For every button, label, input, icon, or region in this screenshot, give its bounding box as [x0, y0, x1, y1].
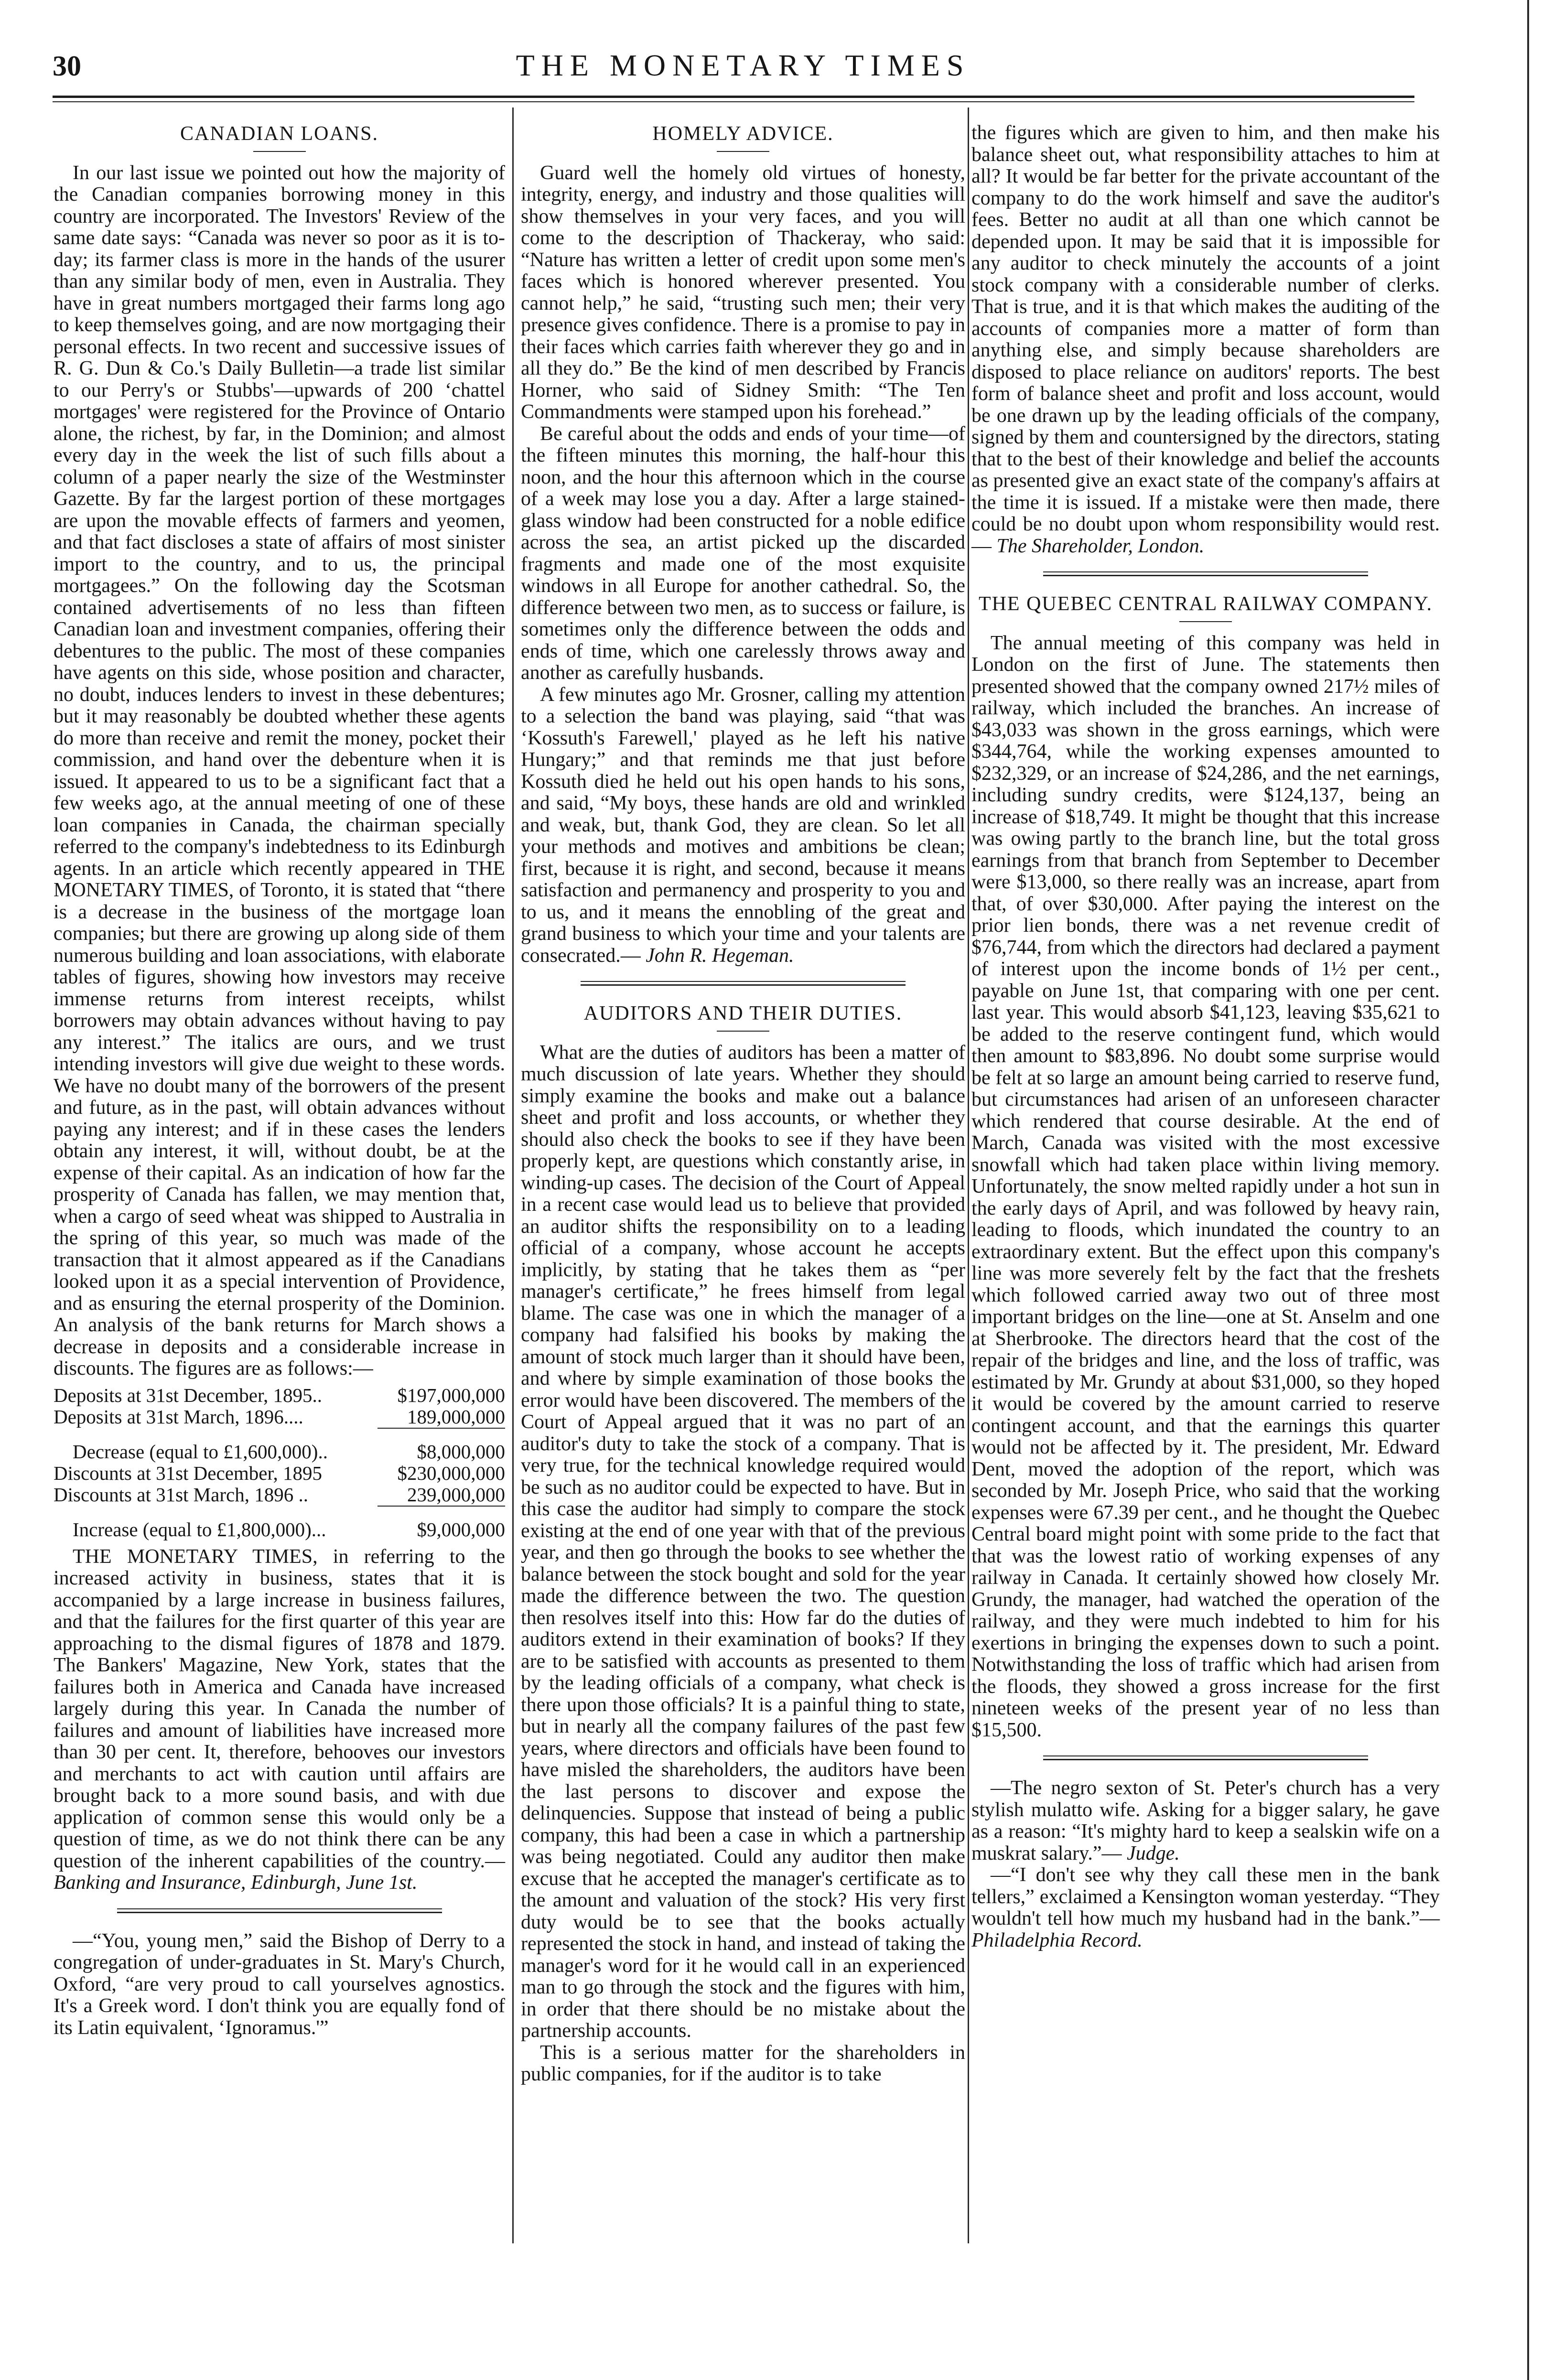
heading-rule [253, 151, 306, 152]
figure-label: Decrease (equal to £1,600,000).. [73, 1440, 328, 1463]
section-separator [1043, 571, 1368, 576]
page-edge-line [1527, 0, 1529, 2380]
table-row [54, 1519, 505, 1540]
article-body-failures: THE MONETARY TIMES, in referring to the increased activity in business, states that it is accompanied by a large increase in business failures, and that the failures for the first quarter of this year are approaching to the dismal figures of 1878 and 1879. The Bankers' Magazine, New York, states that the failures both in America and Canada have increased largely during this year. In Canada the number of failures and amount of liabilities have increased more than 30 per cent. It, therefore, behooves our investors and merchants to act with caution until affairs are brought back to a more sound basis, and with due application of common sense this would only be a question of time, as we do not think there can be any question of the inherent capabilities of the country.— [54, 1545, 505, 1872]
table-row [54, 1484, 505, 1506]
article-source: The Shareholder, London. [996, 535, 1205, 557]
bank-returns-table [54, 1385, 505, 1540]
item-source: Philadelphia Record. [971, 1929, 1143, 1951]
table-spacer [54, 1428, 505, 1441]
item-bank-tellers [971, 1864, 1440, 1951]
header-rule-thin [53, 101, 1414, 102]
item-negro-sexton [971, 1777, 1440, 1864]
figure-label: Deposits at 31st December, 1895.. [54, 1384, 322, 1406]
article-heading-canadian-loans: CANADIAN LOANS. [180, 123, 378, 145]
figure-label: Discounts at 31st December, 1895 [54, 1462, 322, 1484]
homely-advice-paragraph: Guard well the homely old virtues of honesty, integrity, energy, and industry and those qualities will show themselves in your very faces, and you will come to the description of Thackeray, who said: “Nature has written a letter of credit upon some men's faces which is honored wherever presented. You cannot help,” he said, “trusting such men; their very presence gives confidence. There is a promise to pay in their faces which carries faith wherever they go and in all they do.” Be the kind of men described by Francis Horner, who said of Sidney Smith: “The Ten Commandments were stamped upon his forehead.” [521, 162, 965, 423]
table-row [54, 1406, 505, 1428]
article-heading-homely-advice: HOMELY ADVICE. [652, 123, 834, 145]
column-divider-1 [512, 108, 514, 2243]
article-source: Banking and Insurance, Edinburgh, June 1st. [54, 1872, 418, 1894]
figure-value: $197,000,000 [397, 1384, 505, 1406]
newspaper-title: THE MONETARY TIMES [516, 48, 971, 82]
figure-value: $8,000,000 [417, 1440, 505, 1463]
homely-advice-paragraph: A few minutes ago Mr. Grosner, calling my attention to a selection the band was playing, said “that was ‘Kossuth's Farewell,' played as he left his native Hungary;” and that reminds me that just before Kossuth died he held out his open hands to his sons, and said, “My boys, these hands are old and wrinkled and weak, but, thank God, they are clean. So let all your methods and motives and ambitions be clean; first, because it is right, and second, because it means satisfaction and permanency and prosperity to you and to us, and it means the ennobling of the great and grand business to which your time and your talents are consecrated.— [521, 683, 965, 967]
auditors-paragraph: What are the duties of auditors has been a matter of much discussion of late years. Whether they should simply examine the books and make out a balance sheet and profit and loss accounts, or whether they should also check the books to see if they have been properly kept, are questions which constantly arise, in winding-up cases. The decision of the Court of Appeal in a recent case would lead us to believe that provided an auditor shifts the responsibility on to a leading official of a company, whose account he accepts implicitly, by stating that he takes them as “per manager's certificate,” he frees himself from legal blame. The case was one in which the manager of a company had falsified his books by making the amount of stock much larger than it should have been, and where by simple examination of those books the error would have been discovered. The members of the Court of Appeal argued that it was no part of an auditor's duty to take the stock of a company. That is very true, for the technical knowledge required would be such as no auditor could be expected to have. But in this case the auditor had simply to compare the stock existing at the end of one year with that of the previous year, and then go through the books to see whether the balance between the stock bought and sold for the year made the difference between the two. The question then resolves itself into this: How far do the duties of auditors extend in their examination of books? If they are to be satisfied with accounts as presented to them by the leading officials of a company, what check is there upon those officials? It is a painful thing to state, but in nearly all the company failures of the past few years, where directors and officials have been found to have misled the shareholders, the auditors have been the last persons to discover and expose the delinquencies. Suppose that instead of being a public company, this had been a case in which a partnership was being negotiated. Could any auditor then make excuse that he accepted the manager's certificate as to the amount and valuation of the stock? His very first duty would be to see that the books actually represented the stock in hand, and instead of taking the manager's word for it he would call in an experienced man to go through the stock and the figures with him, in order that there should be no mistake about the partnership accounts. [521, 1041, 965, 2042]
figure-label: Discounts at 31st March, 1896 .. [54, 1484, 308, 1506]
article-heading-auditors: AUDITORS AND THEIR DUTIES. [583, 1002, 903, 1024]
section-separator [1043, 1755, 1368, 1760]
figure-label: Deposits at 31st March, 1896.... [54, 1406, 303, 1428]
table-spacer [54, 1506, 505, 1519]
heading-rule [1179, 621, 1232, 622]
figure-label: Increase (equal to £1,800,000)... [73, 1518, 326, 1540]
column-3 [971, 122, 1440, 1951]
item-body: —“I don't see why they call these men in the bank tellers,” exclaimed a Kensington woman yesterday. “They wouldn't tell how much my husband had in the bank.”— [971, 1864, 1440, 1929]
table-row [54, 1385, 505, 1406]
homely-advice-paragraph: Be careful about the odds and ends of your time—of the fifteen minutes this morning, the half-hour this noon, and the hour this afternoon which in the course of a week may lose you a day. After a large stained-glass window had been constructed for a noble edifice across the sea, an artist picked up the discarded fragments and made one of the most exquisite windows in all Europe for another cathedral. So, the difference between two men, as to success or failure, is sometimes only the difference between the odds and ends of time, which one carelessly throws away and another as carefully husbands. [521, 422, 965, 684]
column-2 [521, 119, 965, 2086]
page-number: 30 [53, 50, 81, 82]
heading-rule [717, 1031, 769, 1032]
figure-value: 239,000,000 [377, 1484, 505, 1506]
column-divider-2 [968, 108, 969, 2243]
masthead-bar [48, 50, 1438, 93]
item-body: —The negro sexton of St. Peter's church has a very stylish mulatto wife. Asking for a bigger salary, he gave as a reason: “It's mighty hard to keep a sealskin wife on a muskrat salary.”— [971, 1777, 1440, 1864]
article-signature: John R. Hegeman. [646, 944, 794, 967]
quebec-central-body: The annual meeting of this company was held in London on the first of June. The statements then presented showed that the company owned 217½ miles of railway, which included the branches. An increase of $43,033 was shown in the gross earnings, which were $344,764, while the working expenses amounted to $232,329, or an increase of $24,286, and the net earnings, including sundry credits, were $124,137, being an increase of $18,749. It might be thought that this increase was owing partly to the branch line, but the total gross earnings from that branch from September to December were $13,000, so there really was an increase, apart from that, of over $30,000. After paying the interest on the prior lien bonds, there was a net revenue credit of $76,744, from which the directors had declared a payment of interest upon the income bonds of 1½ per cent., payable on June 1st, that comparing with one per cent. last year. This would absorb $41,123, leaving $35,621 to be added to the reserve contingent fund, which would then amount to $83,896. No doubt some surprise would be felt at so large an amount being carried to reserve fund, but circumstances had arisen of an unforeseen character which rendered that course desirable. At the end of March, Canada was visited with the most excessive snowfall which had taken place within living memory. Unfortunately, the snow melted rapidly under a hot sun in the early days of April, and was followed by heavy rain, leading to floods, which inundated the country to an extraordinary extent. But the effect upon this company's line was more severely felt by the fact that the freshets which followed carried away two out of three most important bridges on the line—one at St. Anselm and one at Sherbrooke. The directors heard that the cost of the repair of the bridges and line, and the loss of traffic, was estimated by Mr. Grundy at about $31,000, so they hoped it would be covered by the amount carried to reserve contingent account, and that the earnings this quarter would not be affected by it. The president, Mr. Edward Dent, moved the adoption of the report, which was seconded by Mr. Joseph Price, who said that the working expenses were 67.39 per cent., and he thought the Quebec Central board might point with some pride to the fact that that was the lowest ratio of working expenses of any railway in Canada. It certainly showed how closely Mr. Grundy, the manager, had watched the operation of the railway, and they were much indebted to him for his exertions in bringing the expenses down to such a point. Notwithstanding the loss of traffic which had arisen from the floods, they showed a gross increase for the first nineteen weeks of the present year of no less than $15,500. [971, 632, 1440, 1741]
article-heading-quebec-central: THE QUEBEC CENTRAL RAILWAY COMPANY. [978, 593, 1433, 615]
article-body-continued [54, 1546, 505, 1894]
table-row [54, 1463, 505, 1484]
homely-advice-paragraph-final [521, 684, 965, 967]
table-row [54, 1441, 505, 1463]
header-rule [53, 96, 1414, 98]
figure-value: $230,000,000 [397, 1462, 505, 1484]
figure-value: $9,000,000 [417, 1518, 505, 1540]
article-body-canadian-loans: In our last issue we pointed out how the majority of the Canadian companies borrowing money in this country are incorporated. The Investors' Review of the same date says: “Canada was never so poor as it is to-day; its farmer class is more in the hands of the usurer than any similar body of men, even in Australia. They have in great numbers mortgaged their farms long ago to keep themselves going, and are now mortgaging their personal effects. In two recent and successive issues of R. G. Dun & Co.'s Daily Bulletin—a trade list similar to our Perry's or Stubbs'—upwards of 200 ‘chattel mortgages' were registered for the Province of Ontario alone, the richest, by far, in the Dominion; and almost every day in the week the list of such fills about a column of a paper nearly the size of the Westminster Gazette. By far the largest portion of these mortgages are upon the movable effects of farmers and yeomen, and that fact discloses a state of affairs of most sinister import to the country, and to us, the principal mortgagees.” On the following day the Scotsman contained advertisements of no less than fifteen Canadian loan and investment companies, offering their debentures to the public. The most of these companies have agents on this side, whose position and character, no doubt, induces lenders to invest in these debentures; but it may reasonably be doubted whether these agents do more than receive and remit the money, pocket their commission, and hand over the debenture when it is issued. It appeared to us to be a significant fact that a few weeks ago, at the annual meeting of one of these loan companies in Canada, the chairman specially referred to the company's indebtedness to its Edinburgh agents. In an article which recently appeared in THE MONETARY TIMES, of Toronto, it is stated that “there is a decrease in the business of the mortgage loan companies; but there are growing up along side of them numerous building and loan associations, with elaborate tables of figures, showing how investors may receive immense returns from interest receipts, whilst borrowers may obtain advances without having to pay any interest.” The italics are ours, and we trust intending investors will give due weight to these words. We have no doubt many of the borrowers of the present and future, as in the past, will obtain advances without paying any interest; and if in these cases the lenders obtain any interest, it will, without doubt, be at the expense of their capital. As an indication of how far the prosperity of Canada has fallen, we may mention that, when a cargo of seed wheat was shipped to Australia in the spring of this year, so much was made of the transaction that it almost appeared as if the Canadians looked upon it as a special intervention of Providence, and as ensuring the eternal prosperity of the Dominion. An analysis of the bank returns for March shows a decrease in deposits and a considerable increase in discounts. The figures are as follows:— [54, 162, 505, 1379]
auditors-paragraph: This is a serious matter for the shareholders in public companies, for if the auditor is to take [521, 2041, 965, 2085]
heading-rule [717, 151, 769, 152]
figure-value: 189,000,000 [377, 1406, 505, 1428]
column-1 [54, 119, 505, 2039]
section-separator [117, 1908, 442, 1913]
section-separator [581, 981, 906, 986]
item-source: Judge. [1127, 1842, 1180, 1864]
item-bishop-of-derry: —“You, young men,” said the Bishop of Derry to a congregation of under-graduates in St. Mary's Church, Oxford, “are very proud to call yourselves agnostics. It's a Greek word. I don't think you are equally fond of its Latin equivalent, ‘Ignoramus.'” [54, 1929, 505, 2039]
auditors-paragraph: the figures which are given to him, and then make his balance sheet out, what responsibility attaches to him at all? It would be far better for the private accountant of the company to do the work himself and save the auditor's fees. Better no audit at all than one which cannot be depended upon. It may be said that it is impossible for any auditor to check minutely the accounts of a joint stock company with a considerable number of clerks. That is true, and it is that which makes the auditing of the accounts of companies more a matter of form than anything else, and simply because shareholders are disposed to place reliance on auditors' reports. The best form of balance sheet and profit and loss account, would be one drawn up by the leading officials of the company, signed by them and countersigned by the directors, stating that to the best of their knowledge and belief the accounts as presented give an exact state of the company's affairs at the time it is issued. If a mistake were then made, there could be no doubt upon whom responsibility would rest.— [971, 122, 1440, 557]
auditors-paragraph-continued [971, 122, 1440, 557]
